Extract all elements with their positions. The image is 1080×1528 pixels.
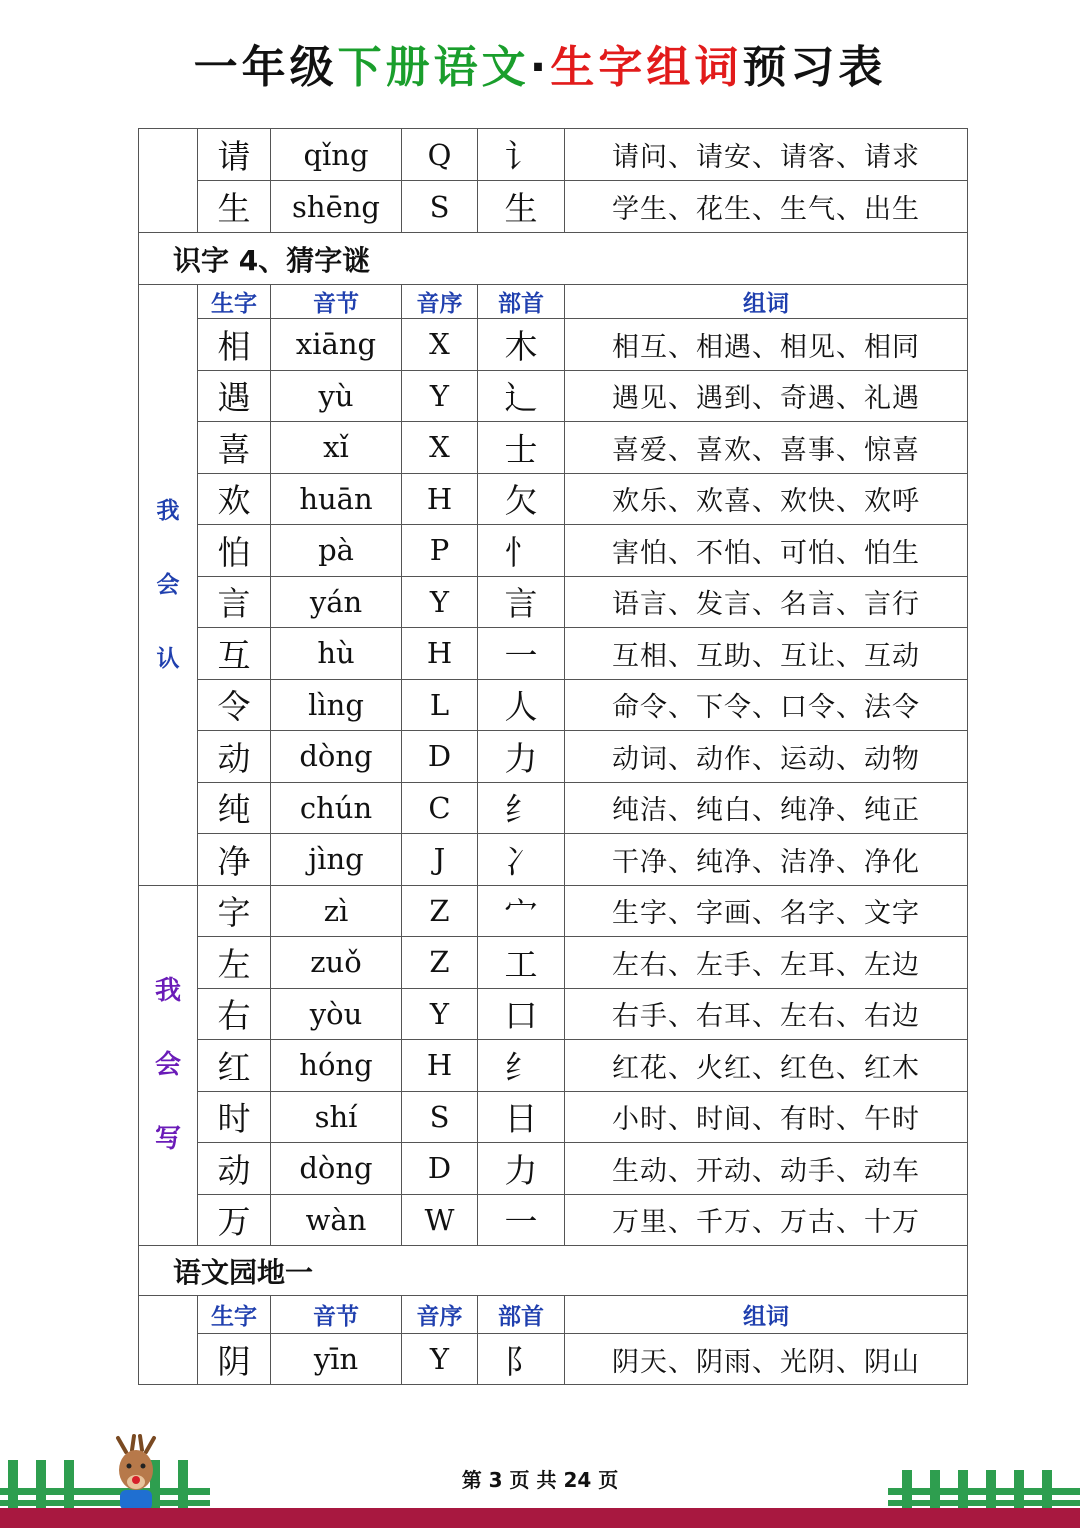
char-cell: 万 [198, 1194, 271, 1246]
side-label-char: 写 [154, 1124, 181, 1155]
table-row [139, 1194, 968, 1246]
order-cell: P [402, 525, 478, 577]
order-cell: H [402, 628, 478, 680]
char-cell: 请 [198, 129, 271, 181]
bottom-bar [0, 1508, 1080, 1528]
char-cell: 言 [198, 576, 271, 628]
pinyin-cell: hù [271, 628, 402, 680]
order-cell: H [402, 1040, 478, 1092]
pinyin-cell: jìng [271, 834, 402, 886]
pinyin-cell: hóng [271, 1040, 402, 1092]
header-row [139, 285, 968, 319]
char-cell: 怕 [198, 525, 271, 577]
pinyin-cell: pà [271, 525, 402, 577]
radical-cell: 纟 [478, 782, 565, 834]
char-cell: 左 [198, 937, 271, 989]
words-cell: 互相、互助、互让、互动 [565, 628, 968, 680]
pinyin-cell: qǐng [271, 129, 402, 181]
radical-cell: 冫 [478, 834, 565, 886]
words-cell: 右手、右耳、左右、右边 [565, 988, 968, 1040]
pinyin-cell: yù [271, 370, 402, 422]
char-cell: 动 [198, 1143, 271, 1195]
table-row [139, 782, 968, 834]
side-label-empty [139, 1296, 198, 1385]
words-cell: 遇见、遇到、奇遇、礼遇 [565, 370, 968, 422]
words-cell: 语言、发言、名言、言行 [565, 576, 968, 628]
vocab-table [138, 128, 968, 1385]
pinyin-cell: yīn [271, 1334, 402, 1385]
header-order: 音序 [402, 285, 478, 319]
order-cell: Y [402, 988, 478, 1040]
order-cell: C [402, 782, 478, 834]
order-cell: Q [402, 129, 478, 181]
side-label-write [139, 885, 198, 1246]
table-row [139, 834, 968, 886]
table-row [139, 422, 968, 474]
title-part1: 一年级 [193, 42, 338, 93]
radical-cell: 辶 [478, 370, 565, 422]
char-cell: 字 [198, 885, 271, 937]
pinyin-cell: huān [271, 473, 402, 525]
pinyin-cell: lìng [271, 679, 402, 731]
table-row [139, 473, 968, 525]
table-row [139, 885, 968, 937]
table-row [139, 576, 968, 628]
order-cell: X [402, 319, 478, 371]
words-cell: 请问、请安、请客、请求 [565, 129, 968, 181]
radical-cell: 日 [478, 1091, 565, 1143]
radical-cell: 口 [478, 988, 565, 1040]
header-row [139, 1296, 968, 1334]
char-cell: 时 [198, 1091, 271, 1143]
pinyin-cell: shēng [271, 181, 402, 233]
order-cell: S [402, 181, 478, 233]
radical-cell: 力 [478, 1143, 565, 1195]
radical-cell: 言 [478, 576, 565, 628]
table-row [139, 319, 968, 371]
order-cell: J [402, 834, 478, 886]
char-cell: 净 [198, 834, 271, 886]
order-cell: Z [402, 885, 478, 937]
table-row [139, 937, 968, 989]
section-title: 识字 4、猜字谜 [139, 233, 968, 285]
table-row [139, 731, 968, 783]
radical-cell: 阝 [478, 1334, 565, 1385]
words-cell: 害怕、不怕、可怕、怕生 [565, 525, 968, 577]
header-order: 音序 [402, 1296, 478, 1334]
title-part2: 下册语文 [337, 42, 530, 93]
pinyin-cell: dòng [271, 731, 402, 783]
char-cell: 红 [198, 1040, 271, 1092]
radical-cell: 一 [478, 1194, 565, 1246]
char-cell: 纯 [198, 782, 271, 834]
order-cell: D [402, 731, 478, 783]
order-cell: H [402, 473, 478, 525]
pinyin-cell: xǐ [271, 422, 402, 474]
words-cell: 生字、字画、名字、文字 [565, 885, 968, 937]
words-cell: 干净、纯净、洁净、净化 [565, 834, 968, 886]
header-words: 组词 [565, 1296, 968, 1334]
radical-cell: 一 [478, 628, 565, 680]
pinyin-cell: chún [271, 782, 402, 834]
radical-cell: 人 [478, 679, 565, 731]
side-label-char: 会 [156, 571, 180, 598]
table-row [139, 525, 968, 577]
table-row [139, 1143, 968, 1195]
table-row [139, 628, 968, 680]
char-cell: 相 [198, 319, 271, 371]
order-cell: W [402, 1194, 478, 1246]
header-pinyin: 音节 [271, 1296, 402, 1334]
page-number: 第 3 页 共 24 页 [461, 1468, 619, 1492]
section-title-row [139, 233, 968, 285]
table-row [139, 370, 968, 422]
pinyin-cell: wàn [271, 1194, 402, 1246]
pinyin-cell: zuǒ [271, 937, 402, 989]
table-row [139, 1334, 968, 1385]
words-cell: 纯洁、纯白、纯净、纯正 [565, 782, 968, 834]
words-cell: 阴天、阴雨、光阴、阴山 [565, 1334, 968, 1385]
page-title [0, 38, 1080, 98]
table-row [139, 679, 968, 731]
radical-cell: 生 [478, 181, 565, 233]
order-cell: Y [402, 1334, 478, 1385]
radical-cell: 忄 [478, 525, 565, 577]
char-cell: 互 [198, 628, 271, 680]
title-part5: 预习表 [742, 42, 887, 93]
words-cell: 喜爱、喜欢、喜事、惊喜 [565, 422, 968, 474]
radical-cell: 木 [478, 319, 565, 371]
pinyin-cell: dòng [271, 1143, 402, 1195]
radical-cell: 宀 [478, 885, 565, 937]
title-separator: · [529, 42, 551, 93]
words-cell: 欢乐、欢喜、欢快、欢呼 [565, 473, 968, 525]
side-label-char: 认 [156, 645, 180, 672]
words-cell: 红花、火红、红色、红木 [565, 1040, 968, 1092]
char-cell: 遇 [198, 370, 271, 422]
radical-cell: 士 [478, 422, 565, 474]
order-cell: X [402, 422, 478, 474]
table-row [139, 129, 968, 181]
radical-cell: 欠 [478, 473, 565, 525]
order-cell: D [402, 1143, 478, 1195]
char-cell: 欢 [198, 473, 271, 525]
header-words: 组词 [565, 285, 968, 319]
side-label-char: 会 [154, 1050, 181, 1081]
radical-cell: 讠 [478, 129, 565, 181]
section-title: 语文园地一 [139, 1246, 968, 1296]
pinyin-cell: xiāng [271, 319, 402, 371]
table-row [139, 1091, 968, 1143]
header-char: 生字 [198, 285, 271, 319]
char-cell: 喜 [198, 422, 271, 474]
words-cell: 小时、时间、有时、午时 [565, 1091, 968, 1143]
char-cell: 阴 [198, 1334, 271, 1385]
words-cell: 命令、下令、口令、法令 [565, 679, 968, 731]
char-cell: 右 [198, 988, 271, 1040]
pinyin-cell: yòu [271, 988, 402, 1040]
side-label-char: 我 [156, 497, 180, 524]
section-title-row [139, 1246, 968, 1296]
table-row [139, 1040, 968, 1092]
table-row [139, 988, 968, 1040]
header-pinyin: 音节 [271, 285, 402, 319]
words-cell: 相互、相遇、相见、相同 [565, 319, 968, 371]
pinyin-cell: yán [271, 576, 402, 628]
side-label-char: 我 [154, 976, 181, 1007]
words-cell: 生动、开动、动手、动车 [565, 1143, 968, 1195]
side-label-recognize [139, 285, 198, 886]
header-radical: 部首 [478, 1296, 565, 1334]
words-cell: 万里、千万、万古、十万 [565, 1194, 968, 1246]
radical-cell: 力 [478, 731, 565, 783]
char-cell: 动 [198, 731, 271, 783]
pinyin-cell: zì [271, 885, 402, 937]
order-cell: Z [402, 937, 478, 989]
words-cell: 动词、动作、运动、动物 [565, 731, 968, 783]
order-cell: L [402, 679, 478, 731]
char-cell: 令 [198, 679, 271, 731]
header-char: 生字 [198, 1296, 271, 1334]
radical-cell: 纟 [478, 1040, 565, 1092]
char-cell: 生 [198, 181, 271, 233]
order-cell: Y [402, 370, 478, 422]
words-cell: 左右、左手、左耳、左边 [565, 937, 968, 989]
order-cell: Y [402, 576, 478, 628]
words-cell: 学生、花生、生气、出生 [565, 181, 968, 233]
table-row [139, 181, 968, 233]
pinyin-cell: shí [271, 1091, 402, 1143]
title-part4: 生字组词 [550, 42, 743, 93]
header-radical: 部首 [478, 285, 565, 319]
radical-cell: 工 [478, 937, 565, 989]
order-cell: S [402, 1091, 478, 1143]
side-label-empty [139, 129, 198, 233]
